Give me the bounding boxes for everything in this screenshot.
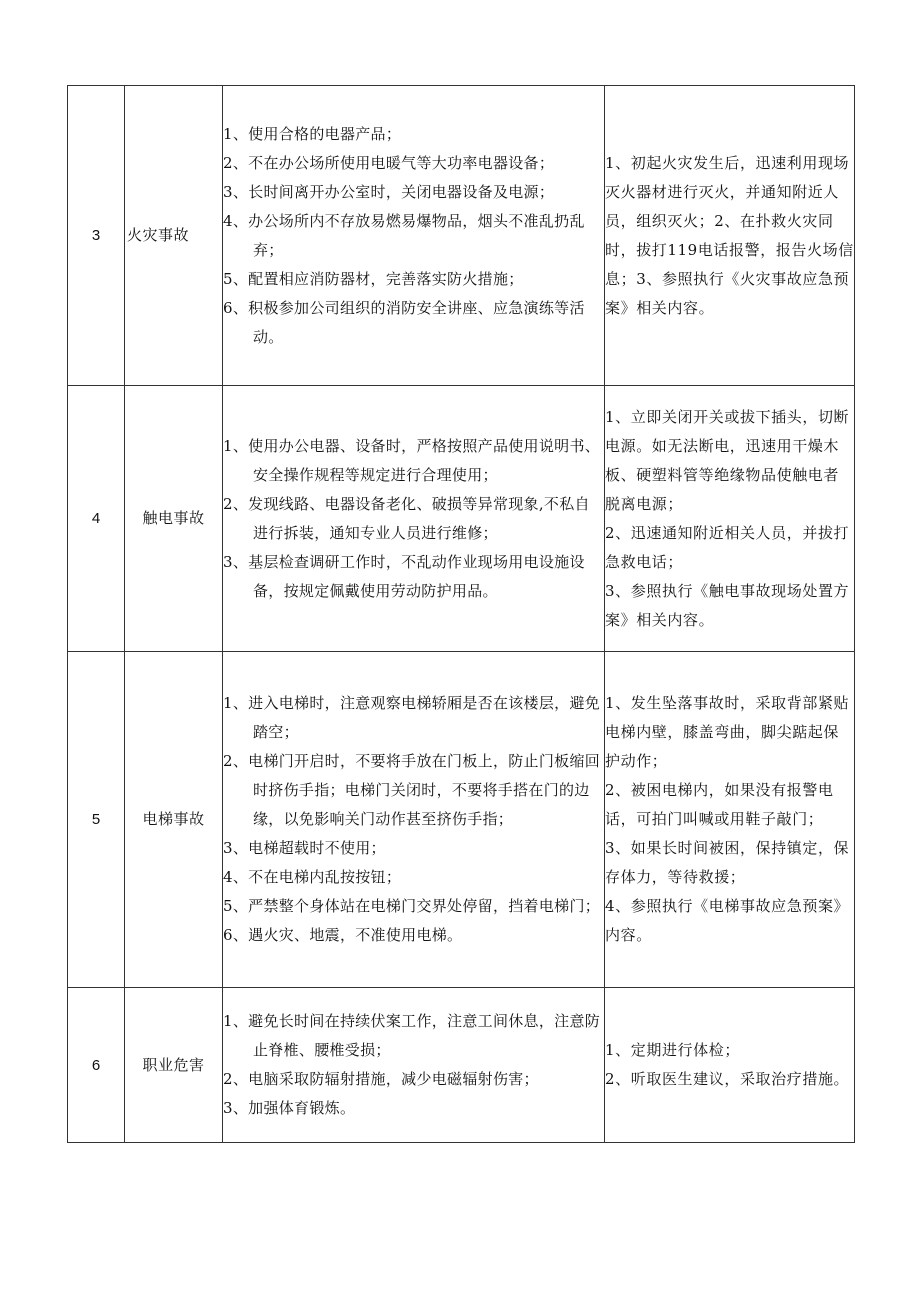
table-row	[68, 652, 855, 988]
row-number: 3	[68, 86, 125, 386]
response-item: 1、初起火灾发生后，迅速利用现场灭火器材进行灭火，并通知附近人员，组织灭火；2、在扑救火灾同时，拔打119电话报警，报告火场信息；3、参照执行《火灾事故应急预案》相关内容。	[605, 153, 854, 317]
emergency-response	[605, 652, 855, 988]
response-item: 2、被困电梯内，如果没有报警电话，可拍门叫喊或用鞋子敲门；	[605, 781, 834, 828]
prevention-item: 1、使用合格的电器产品；	[223, 124, 402, 143]
prevention-item: 2、电梯门开启时，不要将手放在门板上，防止门板缩回时挤伤手指；电梯门关闭时，不要将手搭在门的边缘，以免影响关门动作甚至挤伤手指；	[223, 752, 601, 828]
hazard-type: 职业危害	[125, 988, 223, 1143]
response-item: 1、定期进行体检；	[605, 1041, 740, 1059]
prevention-item: 1、进入电梯时，注意观察电梯轿厢是否在该楼层，避免踏空；	[223, 694, 601, 741]
prevention-measures	[223, 86, 605, 386]
prevention-item: 2、电脑采取防辐射措施，减少电磁辐射伤害；	[223, 1070, 539, 1088]
prevention-item: 2、不在办公场所使用电暖气等大功率电器设备；	[223, 153, 555, 172]
table-row	[68, 386, 855, 652]
response-item: 1、发生坠落事故时，采取背部紧贴电梯内壁，膝盖弯曲，脚尖踮起保护动作；	[605, 694, 850, 770]
prevention-item: 1、避免长时间在持续伏案工作，注意工间休息，注意防止脊椎、腰椎受损；	[223, 1012, 601, 1059]
row-number: 6	[68, 988, 125, 1143]
response-item: 2、迅速通知附近相关人员，并拔打急救电话；	[605, 523, 850, 571]
table-row	[68, 988, 855, 1143]
prevention-item: 4、办公场所内不存放易燃易爆物品，烟头不准乱扔乱弃；	[223, 211, 585, 259]
hazard-type: 火灾事故	[125, 86, 223, 386]
prevention-item: 3、电梯超载时不使用；	[223, 839, 386, 857]
prevention-item: 4、不在电梯内乱按按钮；	[223, 868, 402, 886]
prevention-item: 6、遇火灾、地震，不准使用电梯。	[223, 926, 463, 944]
hazard-type: 触电事故	[125, 386, 223, 652]
response-item: 3、如果长时间被困，保持镇定，保存体力，等待救援；	[605, 839, 850, 886]
response-item: 3、参照执行《触电事故现场处置方案》相关内容。	[605, 581, 850, 629]
row-number: 4	[68, 386, 125, 652]
prevention-item: 5、严禁整个身体站在电梯门交界处停留，挡着电梯门；	[223, 897, 601, 915]
table-row	[68, 86, 855, 386]
prevention-measures	[223, 652, 605, 988]
prevention-item: 2、发现线路、电器设备老化、破损等异常现象,不私自进行拆装，通知专业人员进行维修；	[223, 494, 590, 542]
hazard-type: 电梯事故	[125, 652, 223, 988]
row-number: 5	[68, 652, 125, 988]
emergency-response	[605, 386, 855, 652]
emergency-response	[605, 988, 855, 1143]
response-item: 1、立即关闭开关或拔下插头，切断电源。如无法断电，迅速用干燥木板、硬塑料管等绝缘物品使触电者脱离电源；	[605, 407, 850, 513]
safety-measures-table	[67, 85, 855, 1143]
prevention-item: 5、配置相应消防器材，完善落实防火措施；	[223, 269, 524, 288]
prevention-measures	[223, 988, 605, 1143]
prevention-measures	[223, 386, 605, 652]
prevention-item: 3、基层检查调研工作时，不乱动作业现场用电设施设备，按规定佩戴使用劳动防护用品。	[223, 552, 585, 600]
prevention-item: 6、积极参加公司组织的消防安全讲座、应急演练等活动。	[223, 298, 585, 346]
prevention-item: 1、使用办公电器、设备时，严格按照产品使用说明书、安全操作规程等规定进行合理使用；	[223, 436, 601, 484]
prevention-item: 3、加强体育锻炼。	[223, 1099, 356, 1117]
emergency-response	[605, 86, 855, 386]
prevention-item: 3、长时间离开办公室时，关闭电器设备及电源；	[223, 182, 555, 201]
response-item: 4、参照执行《电梯事故应急预案》内容。	[605, 897, 850, 944]
response-item: 2、听取医生建议，采取治疗措施。	[605, 1070, 850, 1088]
